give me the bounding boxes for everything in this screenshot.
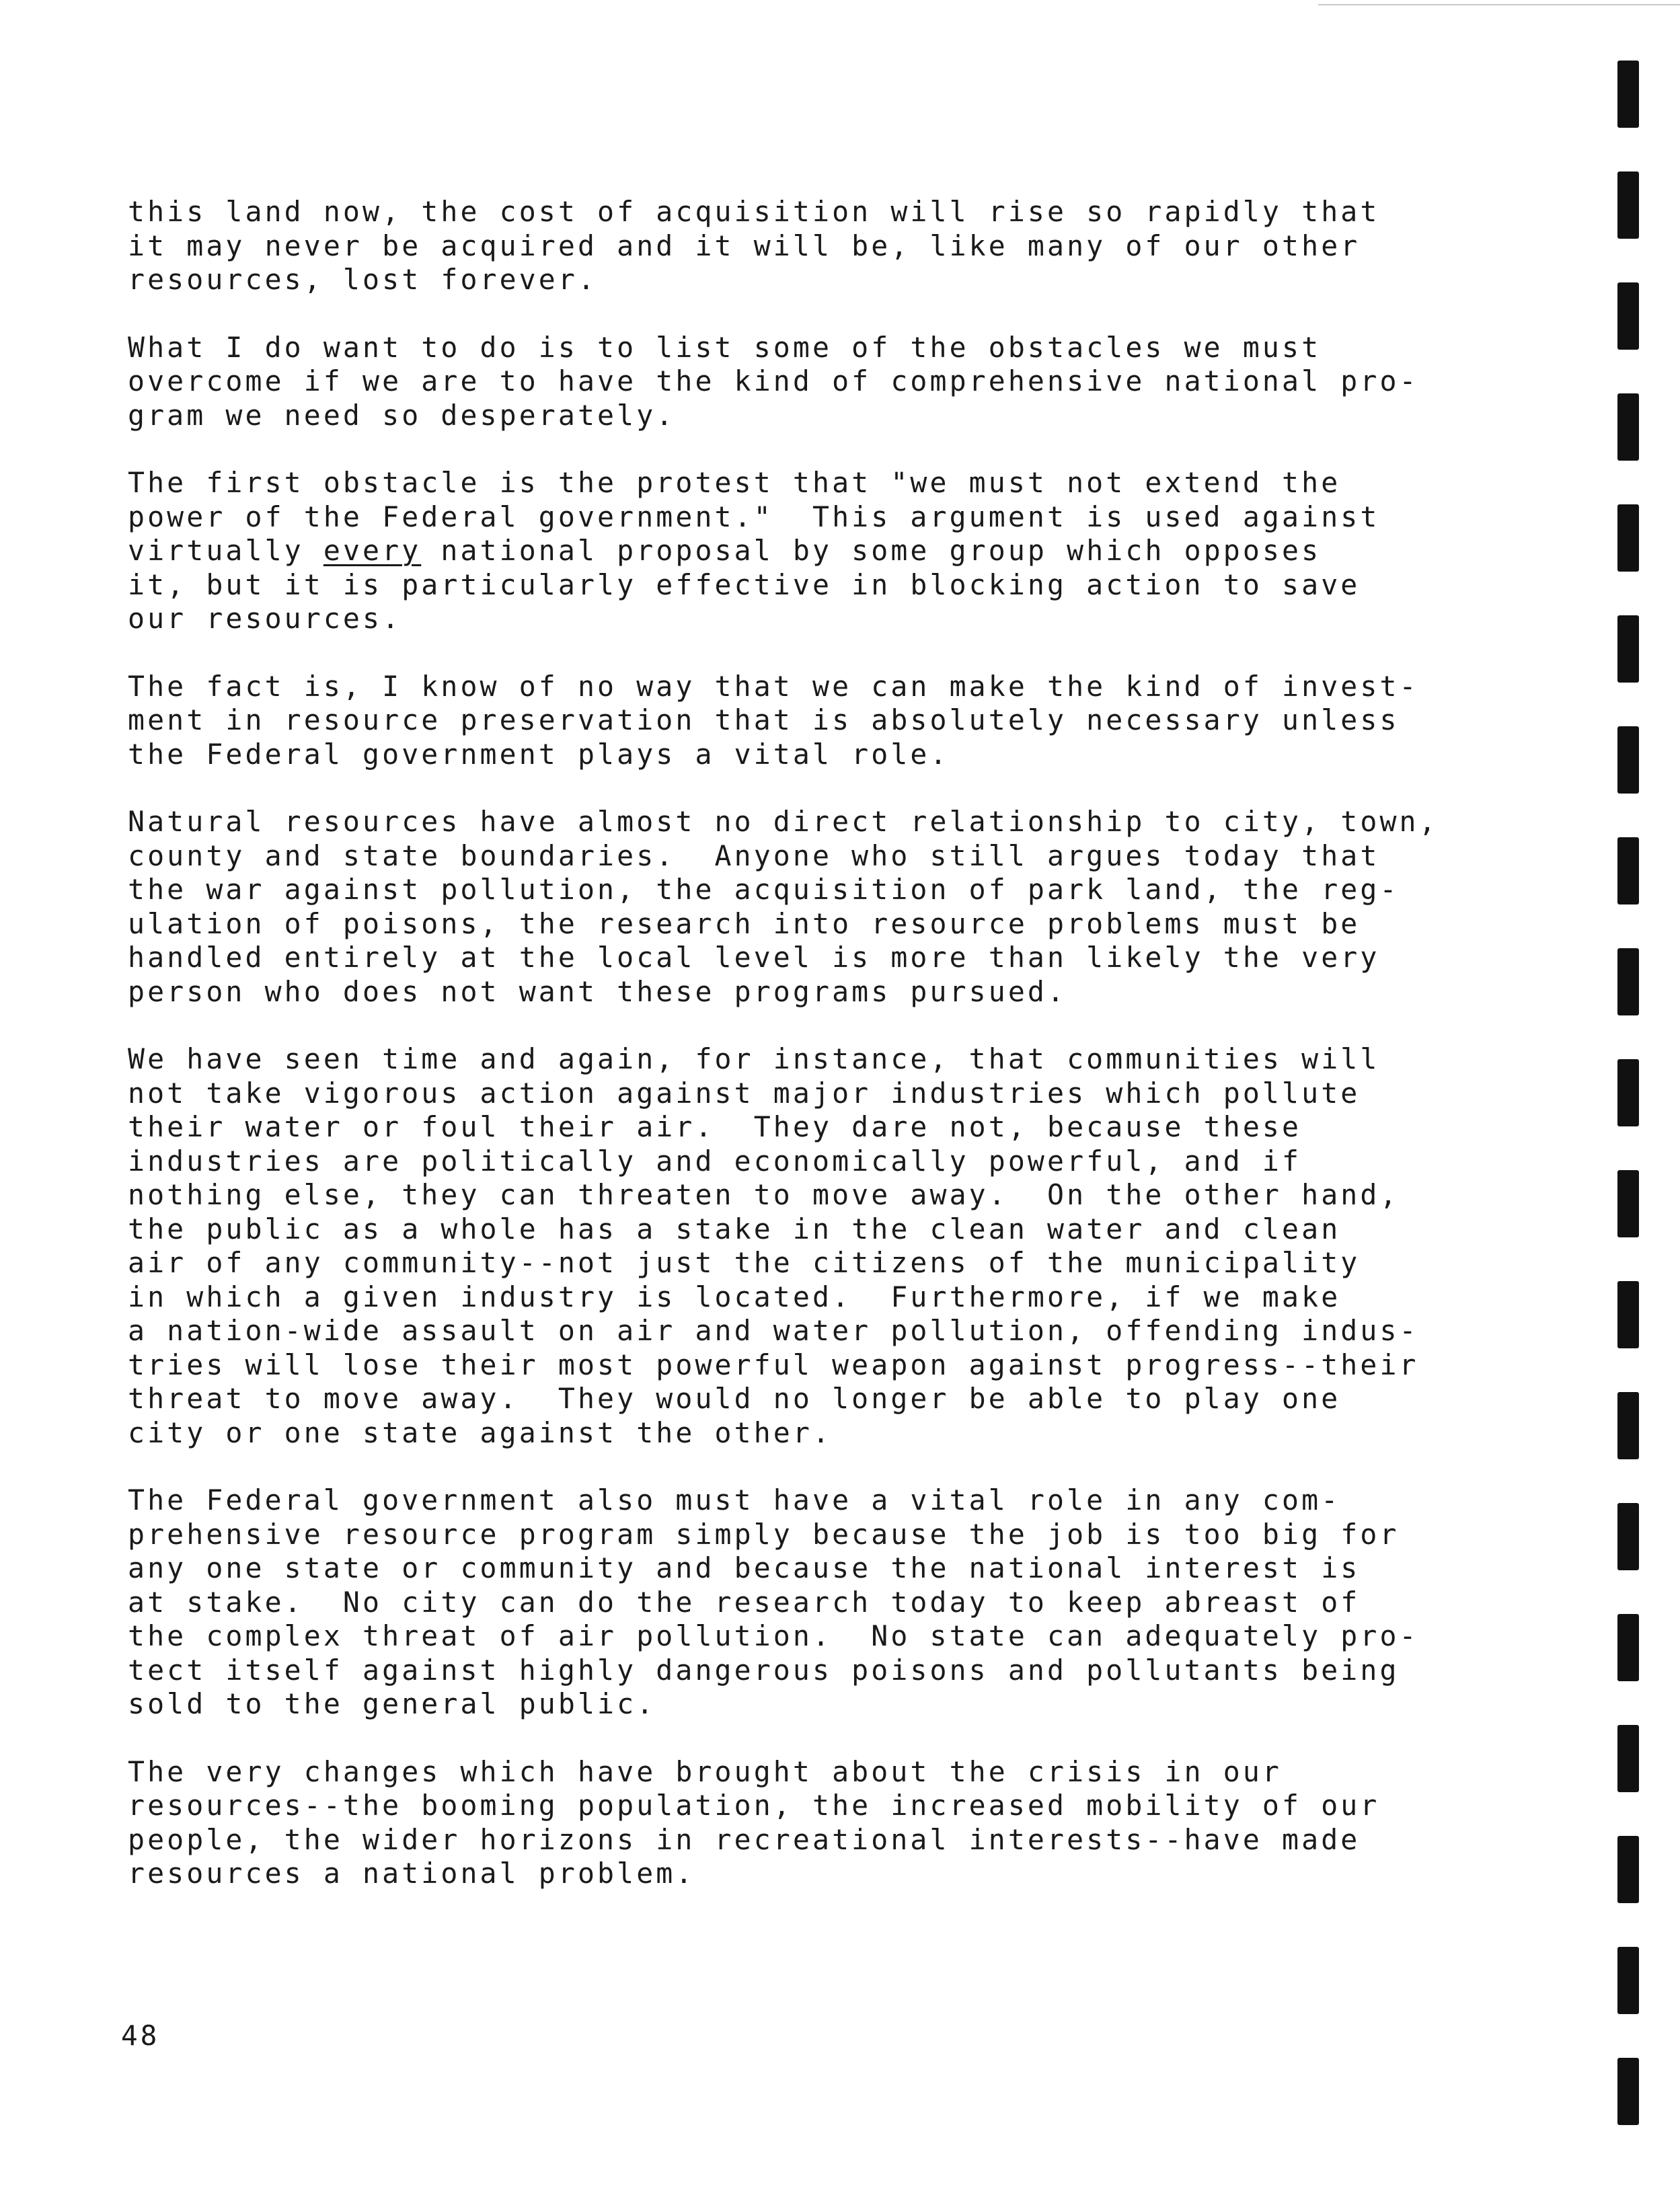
binding-hole-mark — [1617, 1059, 1639, 1126]
paragraph-8 — [128, 1755, 1486, 1891]
binding-hole-mark — [1617, 1947, 1639, 2014]
text-line: The fact is, I know of no way that we can make the kind of invest- — [128, 669, 1419, 703]
binding-hole-mark — [1617, 282, 1639, 350]
binding-hole-strip — [1617, 0, 1639, 2195]
binding-hole-mark — [1617, 948, 1639, 1015]
text-line: at stake. No city can do the research today to keep abreast of — [128, 1585, 1361, 1619]
binding-hole-mark — [1617, 726, 1639, 794]
text-line: resources--the booming population, the increased mobility of our — [128, 1789, 1380, 1822]
binding-hole-mark — [1617, 1614, 1639, 1681]
binding-hole-mark — [1617, 1836, 1639, 1903]
text-line: it may never be acquired and it will be, like many of our other — [128, 229, 1361, 262]
text-line: ulation of poisons, the research into resource problems must be — [128, 907, 1361, 940]
page-number: 48 — [121, 2019, 160, 2052]
binding-hole-mark — [1617, 1281, 1639, 1348]
text-line: person who does not want these programs pursued. — [128, 974, 1067, 1008]
text-line: prehensive resource program simply because the job is too big for — [128, 1517, 1400, 1551]
binding-hole-mark — [1617, 1725, 1639, 1792]
text-line: The Federal government also must have a vital role in any com- — [128, 1484, 1341, 1516]
text-line: tries will lose their most powerful weapon against progress--their — [128, 1348, 1419, 1381]
binding-hole-mark — [1617, 615, 1639, 683]
paragraph-4 — [128, 670, 1486, 772]
text-line: tect itself against highly dangerous poisons and pollutants being — [128, 1653, 1400, 1687]
paragraph-5 — [128, 805, 1486, 1009]
text-line: any one state or community and because the national interest is — [128, 1551, 1361, 1584]
binding-hole-mark — [1617, 2058, 1639, 2125]
text-line: it, but it is particularly effective in blocking action to save — [128, 568, 1361, 601]
paragraph-7 — [128, 1484, 1486, 1722]
text-line: Natural resources have almost no direct relationship to city, town, — [128, 805, 1439, 838]
binding-hole-mark — [1617, 171, 1639, 239]
text-line: this land now, the cost of acquisition will rise so rapidly that — [128, 195, 1380, 228]
text-line: their water or foul their air. They dare not, because these — [128, 1110, 1302, 1143]
text-line: industries are politically and economically powerful, and if — [128, 1144, 1302, 1178]
paragraph-3 — [128, 466, 1486, 636]
text-line: the complex threat of air pollution. No state can adequately pro- — [128, 1619, 1419, 1652]
text-line: a nation-wide assault on air and water pollution, offending indus- — [128, 1314, 1419, 1347]
text-line: air of any community--not just the citizens of the municipality — [128, 1246, 1361, 1279]
text-line: the war against pollution, the acquisition of park land, the reg- — [128, 873, 1400, 906]
paragraph-6 — [128, 1042, 1486, 1450]
text-line: the Federal government plays a vital role. — [128, 737, 950, 771]
text-line: threat to move away. They would no longer be able to play one — [128, 1382, 1341, 1415]
binding-hole-mark — [1617, 61, 1639, 128]
text-line: The very changes which have brought about the crisis in our — [128, 1755, 1283, 1788]
text-line: city or one state against the other. — [128, 1416, 833, 1449]
paragraph-2 — [128, 331, 1486, 433]
binding-hole-mark — [1617, 1392, 1639, 1459]
text-line: county and state boundaries. Anyone who still argues today that — [128, 839, 1380, 872]
text-line: gram we need so desperately. — [128, 398, 676, 432]
text-line: resources a national problem. — [128, 1857, 695, 1890]
text-line: our resources. — [128, 602, 402, 635]
text-line: handled entirely at the local level is more than likely the very — [128, 941, 1380, 974]
text-line: in which a given industry is located. Furthermore, if we make — [128, 1280, 1341, 1313]
text-line: power of the Federal government." This argument is used against — [128, 500, 1380, 533]
text-line: not take vigorous action against major industries which pollute — [128, 1076, 1361, 1110]
text-line: nothing else, they can threaten to move away. On the other hand, — [128, 1178, 1400, 1211]
text-line: virtually every national proposal by some group which opposes — [128, 534, 1322, 567]
underlined-word: every — [323, 534, 422, 567]
paragraph-1 — [128, 195, 1486, 297]
text-line: ment in resource preservation that is absolutely necessary unless — [128, 703, 1400, 736]
binding-hole-mark — [1617, 1170, 1639, 1237]
text-line: sold to the general public. — [128, 1687, 656, 1720]
text-line: overcome if we are to have the kind of comprehensive national pro- — [128, 364, 1419, 397]
document-body — [128, 195, 1486, 1925]
text-line: What I do want to do is to list some of the obstacles we must — [128, 330, 1322, 364]
text-line: people, the wider horizons in recreational interests--have made — [128, 1822, 1361, 1856]
binding-hole-mark — [1617, 504, 1639, 572]
text-line: resources, lost forever. — [128, 263, 598, 296]
text-line: We have seen time and again, for instance, that communities will — [128, 1042, 1380, 1075]
binding-hole-mark — [1617, 1503, 1639, 1570]
binding-hole-mark — [1617, 393, 1639, 461]
binding-hole-mark — [1617, 837, 1639, 904]
text-line: the public as a whole has a stake in the clean water and clean — [128, 1212, 1341, 1245]
text-line: The first obstacle is the protest that "we must not extend the — [128, 466, 1341, 499]
